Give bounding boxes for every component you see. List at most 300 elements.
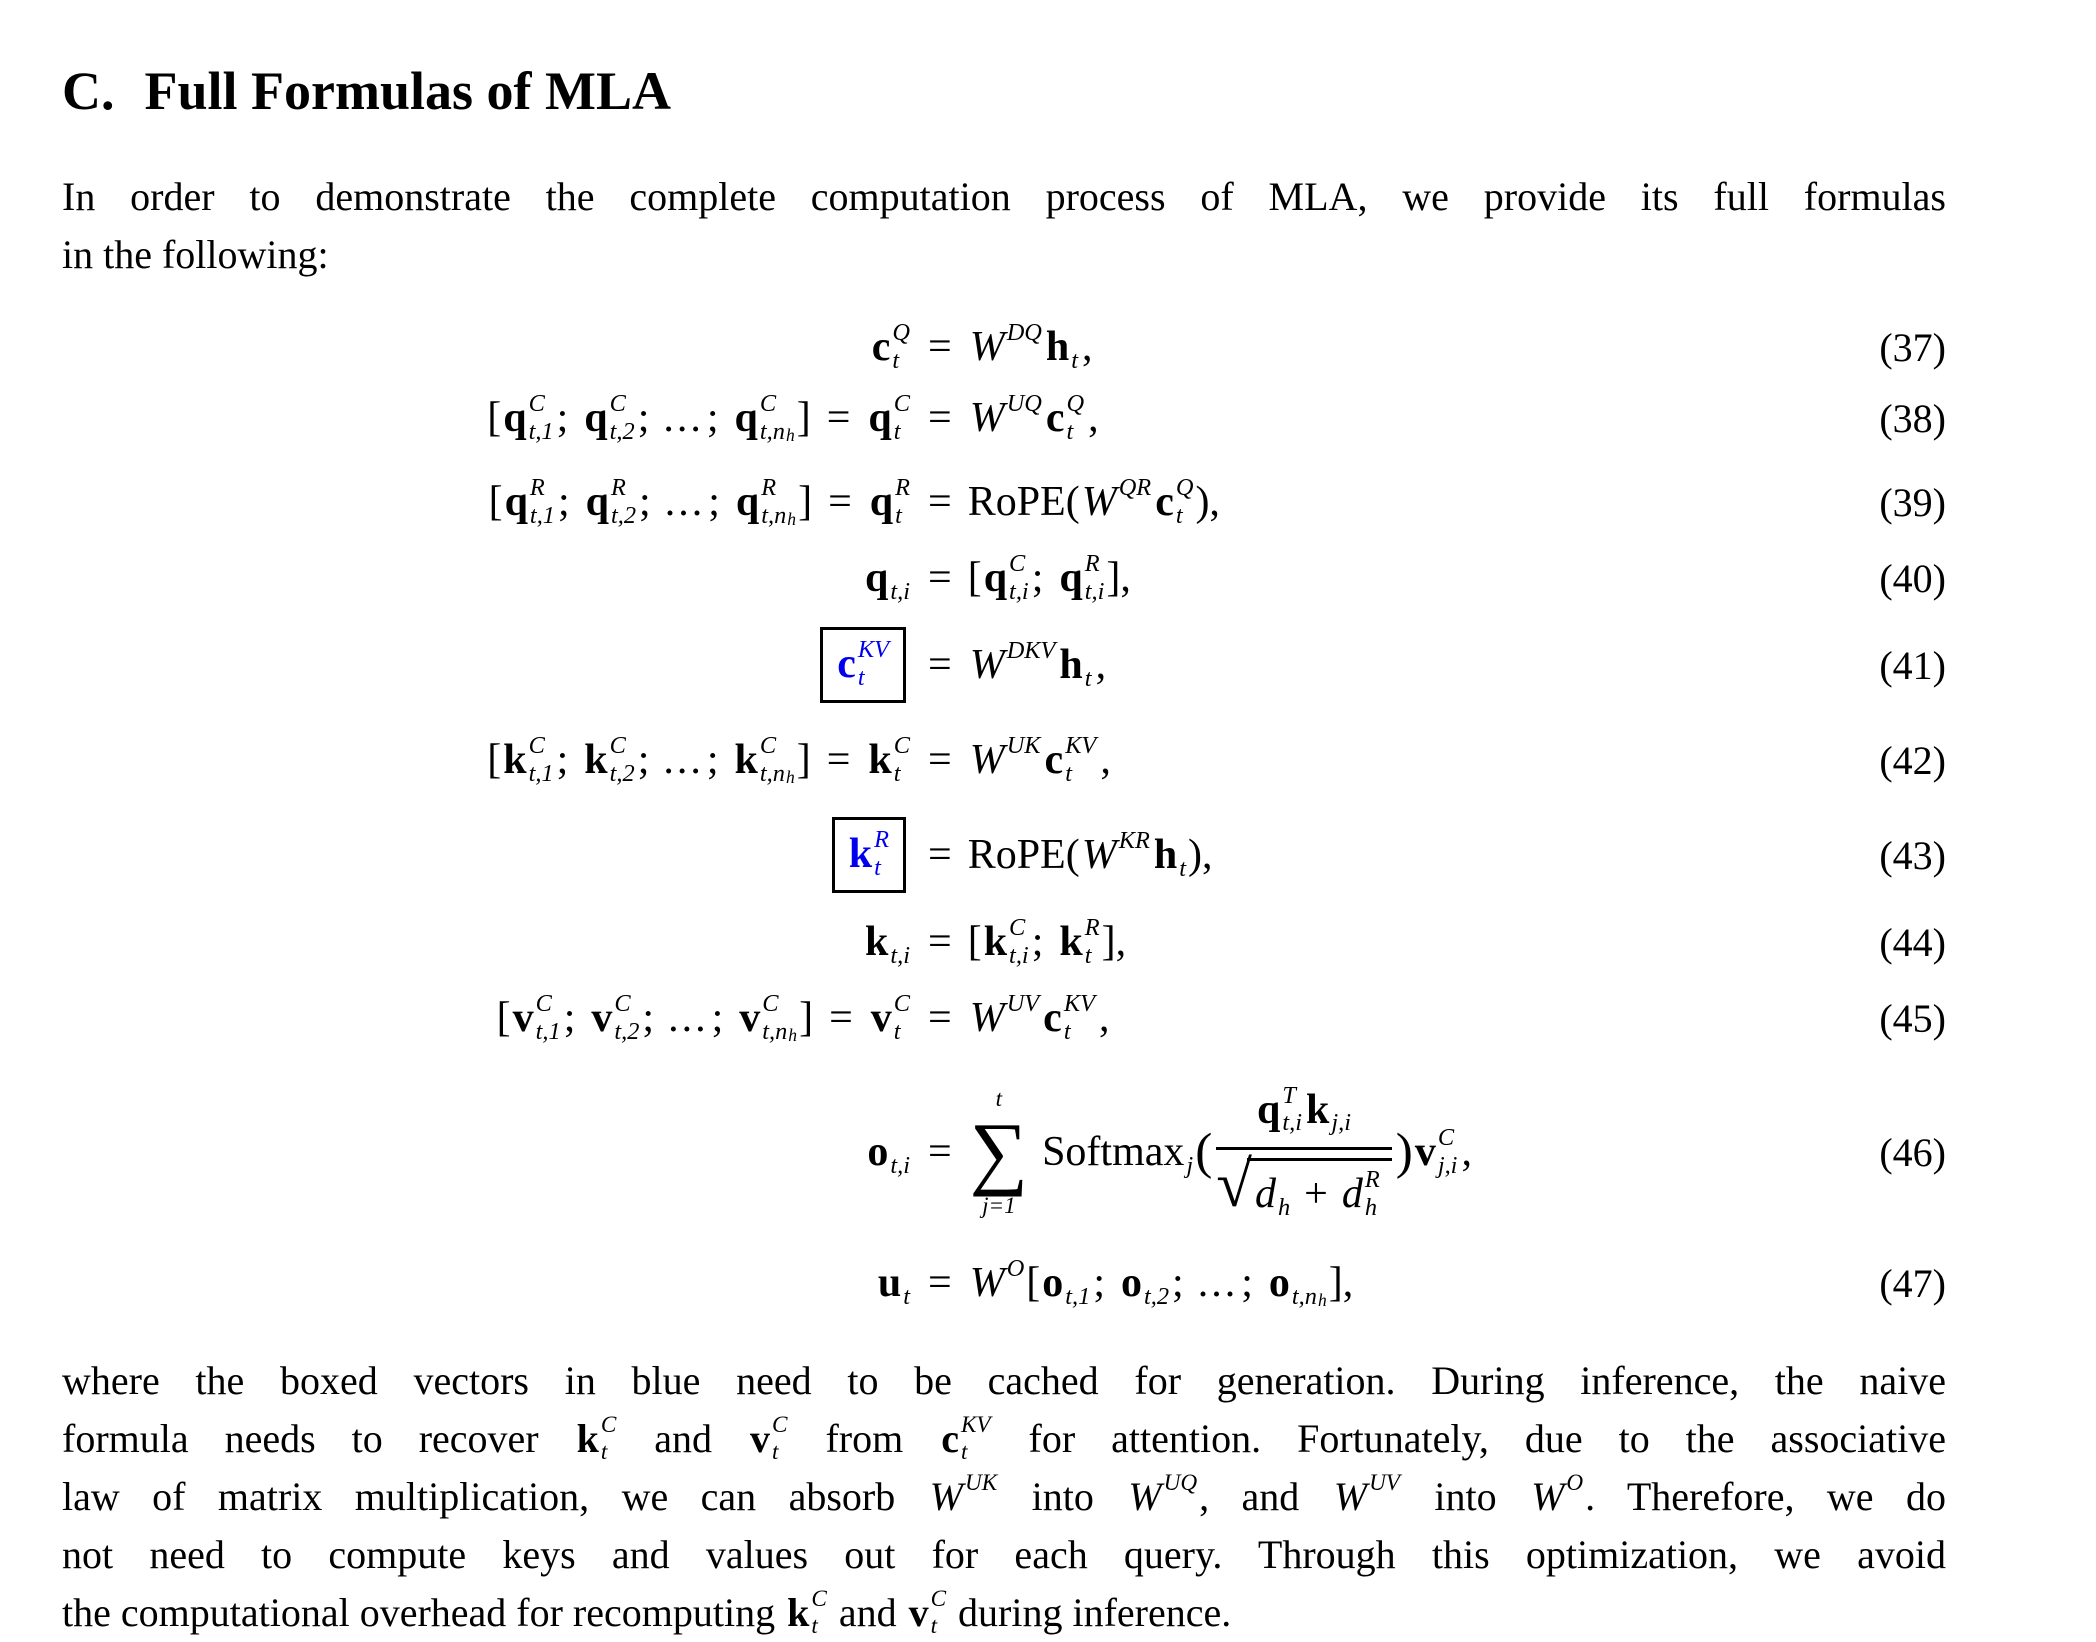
math-base: h (1153, 831, 1178, 878)
math-scripts (530, 474, 555, 530)
math-scripts (1009, 914, 1029, 970)
math-base: c (871, 323, 891, 370)
math-base: d (1254, 1171, 1276, 1218)
math-base: o (1268, 1259, 1290, 1306)
math-subscript (1007, 347, 1042, 375)
math-var (970, 637, 1056, 693)
equation-row-40 (62, 544, 1946, 612)
sum-lower-limit: j=1 (982, 1191, 1016, 1218)
math-subscript: t,i (890, 941, 910, 969)
math-subscript: t,1 (1065, 1282, 1091, 1310)
math-scripts (1119, 827, 1150, 883)
math-base: k (1306, 1086, 1330, 1133)
body-line (62, 1584, 1946, 1642)
math-superscript: R (1084, 549, 1100, 577)
math-subscript: j,i (1331, 1109, 1351, 1137)
math-text: = (826, 395, 851, 441)
boxed-cached-vector (832, 817, 906, 893)
math-scripts (1186, 1124, 1193, 1180)
math-scripts (894, 390, 910, 446)
math-text: ; (1031, 919, 1044, 965)
math-base: v (908, 1590, 929, 1635)
math-scripts (1007, 390, 1042, 446)
math-superscript: KR (1118, 826, 1150, 854)
equation-rhs (912, 474, 1220, 530)
math-subscript: t (811, 1612, 818, 1639)
math-text: ; (708, 479, 720, 525)
math-var (513, 990, 561, 1046)
equation-number: (44) (1879, 919, 1946, 965)
math-subscript: t (857, 663, 865, 691)
math-text: ) (1395, 1123, 1413, 1180)
math-scripts (894, 990, 910, 1046)
body-line (62, 1526, 1946, 1584)
math-var (930, 1471, 998, 1524)
math-base: W (969, 323, 1005, 370)
math-base: o (1121, 1259, 1142, 1306)
math-var (837, 636, 889, 692)
equation-lhs (62, 817, 912, 893)
math-base: q (734, 394, 758, 441)
sum-upper-limit: t (995, 1085, 1003, 1112)
equation-lhs (62, 1124, 912, 1180)
square-root (1216, 1148, 1392, 1223)
math-superscript: C (609, 389, 626, 417)
math-var (970, 1255, 1025, 1311)
math-text: = (928, 324, 952, 370)
intro-line: in the following: (62, 232, 329, 277)
math-scripts (536, 990, 561, 1046)
math-text: [ (487, 737, 502, 783)
equation-row-46 (62, 1060, 1946, 1244)
math-base: W (969, 994, 1005, 1041)
math-superscript (1144, 1255, 1169, 1283)
math-scripts (611, 474, 636, 530)
math-var (909, 1587, 946, 1640)
math-scripts (811, 1587, 826, 1640)
math-scripts (1065, 1255, 1090, 1311)
math-subscript: t,i (1282, 1109, 1302, 1137)
math-scripts (1007, 732, 1041, 788)
math-base: q (868, 394, 892, 441)
math-var (1306, 1082, 1351, 1138)
math-superscript: C (759, 389, 777, 417)
math-text: [ (967, 555, 982, 601)
math-base: W (1531, 1474, 1565, 1519)
equation-number: (39) (1879, 479, 1946, 525)
math-subscript (1119, 502, 1151, 530)
math-superscript: C (762, 989, 779, 1017)
math-scripts (610, 390, 635, 446)
math-subscript (1007, 665, 1056, 693)
equation-lhs (62, 319, 912, 375)
math-text: , and (1199, 1474, 1332, 1519)
math-text: ), (1187, 832, 1213, 878)
math-var (878, 1255, 910, 1311)
math-base: W (969, 736, 1005, 783)
math-text: , (1098, 995, 1110, 1041)
math-superscript (1292, 1255, 1327, 1283)
math-text: ], (1106, 555, 1131, 601)
equation-row-43 (62, 802, 1946, 908)
math-text: and (828, 1590, 907, 1635)
math-subscript: t,n h (1291, 1282, 1327, 1310)
math-subscript: t (930, 1612, 938, 1639)
math-superscript: R (761, 473, 777, 501)
math-text: = (928, 995, 952, 1041)
equation-row-38 (62, 376, 1946, 460)
math-superscript: UK (965, 1470, 998, 1497)
math-var (1269, 1255, 1327, 1311)
math-subscript: t (960, 1438, 968, 1465)
math-superscript (1179, 827, 1186, 855)
math-text: [ (496, 995, 511, 1041)
math-base: k (584, 736, 608, 783)
math-base: v (512, 994, 534, 1041)
intro-line: In order to demonstrate the complete computation process of MLA, we provide its full formulas (62, 174, 1946, 219)
equation-row-44 (62, 908, 1946, 976)
math-subsubscript: h (1317, 1289, 1327, 1310)
math-scripts (892, 319, 910, 375)
math-superscript: C (535, 989, 552, 1017)
equation-rhs (912, 1255, 1353, 1311)
math-base: W (1081, 478, 1117, 525)
math-subscript: t (874, 853, 881, 881)
math-base: c (941, 1416, 959, 1461)
math-text: ; (556, 737, 569, 783)
math-scripts (1176, 474, 1194, 530)
math-subscript: t (1084, 664, 1092, 692)
math-subscript (1566, 1497, 1583, 1523)
math-superscript (1331, 1082, 1351, 1110)
math-base: v (591, 994, 613, 1041)
equation-lhs (62, 474, 912, 530)
math-subscript: t,n h (762, 1017, 798, 1045)
equation-number: (41) (1879, 642, 1946, 688)
math-text: ... (664, 479, 706, 525)
math-var (941, 1413, 990, 1466)
math-scripts (1566, 1471, 1583, 1524)
math-text: = (928, 832, 952, 878)
math-subscript (1007, 1283, 1025, 1311)
math-text: from (789, 1416, 940, 1461)
math-base: q (735, 478, 760, 525)
math-scripts (1119, 474, 1151, 530)
math-scripts (1085, 550, 1105, 606)
math-var (870, 474, 910, 530)
math-scripts (894, 732, 910, 788)
equation-lhs (62, 1255, 912, 1311)
math-base: c (1043, 994, 1062, 1041)
math-superscript: C (528, 731, 545, 759)
math-base: q (504, 478, 528, 525)
math-var (1342, 1167, 1380, 1223)
equation-row-45 (62, 976, 1946, 1060)
math-superscript (1278, 1167, 1290, 1195)
math-scripts (1164, 1471, 1198, 1524)
math-scripts (961, 1413, 991, 1466)
equation-lhs (62, 390, 912, 446)
math-text: ; (556, 395, 569, 441)
math-base: c (837, 640, 856, 687)
math-base: o (1042, 1259, 1064, 1306)
equation-lhs (62, 550, 912, 606)
equation-block (62, 318, 1946, 1322)
math-base: k (734, 736, 758, 783)
math-base: v (750, 1416, 771, 1461)
math-subscript: t (893, 759, 901, 787)
math-superscript: O (1006, 1254, 1025, 1282)
math-text: + (1304, 1171, 1328, 1218)
math-text: = (928, 737, 952, 783)
math-superscript: R (874, 825, 889, 853)
equation-lhs (62, 990, 912, 1046)
math-text: and (618, 1416, 749, 1461)
outro-paragraph (62, 1352, 1946, 1642)
math-scripts (858, 636, 889, 692)
math-scripts (1009, 550, 1029, 606)
intro-paragraph (62, 168, 1946, 284)
math-text: the computational overhead for recomputing (62, 1590, 786, 1635)
math-subsubscript: h (788, 1024, 798, 1045)
equation-lhs (62, 914, 912, 970)
math-subscript: t,1 (528, 417, 554, 445)
equation-rhs (912, 827, 1212, 883)
math-text: [ (488, 479, 503, 525)
fraction-denominator (1216, 1150, 1392, 1223)
math-scripts (931, 1587, 946, 1640)
equation-rhs (912, 550, 1131, 606)
math-var (970, 390, 1042, 446)
math-text: ; (1241, 1260, 1253, 1306)
math-superscript (890, 914, 910, 942)
math-scripts (1007, 990, 1039, 1046)
math-text: ), (1195, 479, 1220, 525)
math-text: not need to compute keys and values out for each query. Through this optimization, we avoid (62, 1532, 1946, 1577)
math-text: RoPE( (967, 832, 1080, 878)
body-line (62, 1468, 1946, 1526)
math-var (970, 319, 1042, 375)
math-subscript: t (1175, 501, 1183, 529)
math-base: k (503, 736, 527, 783)
math-scripts (1067, 390, 1085, 446)
equation-lhs (62, 732, 912, 788)
math-var (1154, 827, 1186, 883)
math-var (1082, 827, 1150, 883)
radicand (1247, 1158, 1392, 1223)
math-text: into (1401, 1474, 1530, 1519)
math-var (1334, 1471, 1400, 1524)
equation-number: (47) (1879, 1260, 1946, 1306)
math-superscript: O (1566, 1470, 1584, 1497)
math-subscript: t,2 (611, 501, 637, 529)
math-superscript: R (529, 473, 545, 501)
math-base: q (869, 478, 894, 525)
math-base: q (865, 554, 889, 601)
math-superscript: QR (1118, 473, 1152, 501)
math-var (865, 550, 910, 606)
math-var (1046, 319, 1078, 375)
math-subscript: t,n h (759, 417, 795, 445)
math-subscript: t (903, 1282, 910, 1310)
math-subscript: t (600, 1438, 608, 1465)
math-superscript: C (772, 1412, 788, 1439)
math-superscript: C (600, 1412, 617, 1439)
math-var (584, 732, 634, 788)
math-base: v (870, 994, 892, 1041)
math-var (849, 826, 889, 882)
math-subscript: j,i (1437, 1151, 1458, 1179)
fraction-numerator (1245, 1082, 1363, 1147)
math-scripts (761, 474, 796, 530)
math-superscript: C (609, 731, 626, 759)
math-var (1155, 474, 1193, 530)
math-superscript: C (1437, 1123, 1455, 1151)
math-text: ] (796, 737, 811, 783)
equation-lhs (62, 627, 912, 703)
math-base: k (576, 1416, 599, 1461)
math-text: , (1082, 324, 1093, 370)
math-subscript: t,i (890, 577, 910, 605)
equation-rhs (912, 319, 1093, 375)
math-text: ] (796, 395, 811, 441)
math-scripts (1085, 914, 1100, 970)
math-subscript: h (1364, 1193, 1378, 1221)
math-base: W (969, 641, 1005, 688)
equation-rhs (912, 637, 1106, 693)
math-superscript: C (528, 389, 545, 417)
math-var (1042, 1124, 1193, 1180)
math-superscript: C (893, 389, 910, 417)
math-scripts (1071, 319, 1078, 375)
math-superscript (890, 550, 910, 578)
math-subscript: t,2 (1144, 1282, 1170, 1310)
math-subscript (1119, 855, 1150, 883)
math-var (503, 390, 553, 446)
math-base: c (1155, 478, 1174, 525)
math-subscript: t,2 (609, 417, 635, 445)
math-var (739, 990, 797, 1046)
math-scripts (874, 826, 889, 882)
math-superscript (1085, 637, 1092, 665)
math-var (736, 474, 796, 530)
math-scripts (772, 1413, 787, 1466)
math-subscript: t (1084, 941, 1092, 969)
math-base: v (739, 994, 761, 1041)
math-scripts (890, 914, 910, 970)
math-text: = (829, 995, 853, 1041)
math-var (505, 474, 555, 530)
math-text: , (1461, 1129, 1472, 1175)
math-superscript: T (1282, 1081, 1296, 1109)
equation-rhs (912, 990, 1109, 1046)
math-text: = (928, 642, 952, 688)
body-line (62, 1352, 1946, 1410)
math-base: d (1341, 1171, 1363, 1218)
math-text: [ (1026, 1260, 1041, 1306)
math-scripts (903, 1255, 910, 1311)
math-text: ], (1101, 919, 1127, 965)
math-var (586, 474, 636, 530)
math-text: ; (637, 395, 650, 441)
math-scripts (1007, 319, 1042, 375)
equation-rhs (912, 914, 1126, 970)
math-subscript: t,n h (759, 759, 795, 787)
math-var (735, 732, 795, 788)
math-subscript: t (892, 346, 900, 374)
equation-number: (42) (1879, 737, 1946, 783)
math-base: k (865, 918, 889, 965)
math-scripts (529, 732, 554, 788)
math-scripts (1179, 827, 1186, 883)
math-scripts (1278, 1167, 1290, 1223)
math-superscript: Q (892, 318, 910, 346)
math-superscript: DKV (1006, 636, 1056, 664)
math-text: = (928, 1129, 952, 1175)
math-subscript (1164, 1497, 1198, 1523)
math-superscript: UV (1369, 1470, 1400, 1497)
body-line (62, 1410, 1946, 1468)
math-text: ], (1328, 1260, 1354, 1306)
math-subscript: t (1066, 417, 1074, 445)
math-superscript (1065, 1255, 1090, 1283)
math-subscript: t,1 (528, 759, 554, 787)
math-var (867, 1124, 910, 1180)
math-var (1082, 474, 1151, 530)
math-text: , (1100, 737, 1111, 783)
math-base: u (877, 1259, 902, 1306)
math-text: , (1088, 395, 1099, 441)
math-text: = (826, 737, 851, 783)
math-base: q (585, 478, 609, 525)
math-subscript: t (1065, 759, 1072, 787)
math-scripts (965, 1471, 997, 1524)
math-text: ; (1093, 1260, 1105, 1306)
math-scripts (601, 1413, 616, 1466)
math-text: ; (1031, 555, 1044, 601)
math-scripts (1438, 1124, 1458, 1180)
math-var (865, 914, 910, 970)
math-superscript: R (611, 473, 626, 501)
math-var (1128, 1471, 1197, 1524)
math-base: k (848, 830, 873, 877)
equation-number: (45) (1879, 995, 1946, 1041)
math-subscript: t,i (1084, 577, 1105, 605)
math-text: , (1095, 642, 1107, 688)
equation-number: (40) (1879, 555, 1946, 601)
math-text: ; (711, 995, 724, 1041)
math-superscript (1071, 319, 1078, 347)
math-var (1043, 990, 1095, 1046)
math-base: q (584, 394, 608, 441)
math-var (750, 1413, 787, 1466)
math-scripts (890, 1124, 910, 1180)
math-superscript: KV (1065, 731, 1097, 759)
math-superscript: Q (1175, 473, 1194, 501)
math-text: ; (557, 479, 570, 525)
section-label: C. (62, 61, 115, 121)
math-subsubscript: h (787, 508, 797, 529)
math-superscript (903, 1255, 910, 1283)
math-scripts (1369, 1471, 1400, 1524)
math-subscript: t,2 (609, 759, 635, 787)
math-text: during inference. (948, 1590, 1232, 1635)
math-subscript: t,1 (529, 501, 555, 529)
math-var (1059, 550, 1104, 606)
math-base: k (868, 736, 892, 783)
equation-rhs (912, 1082, 1472, 1222)
math-superscript: DQ (1006, 318, 1042, 346)
